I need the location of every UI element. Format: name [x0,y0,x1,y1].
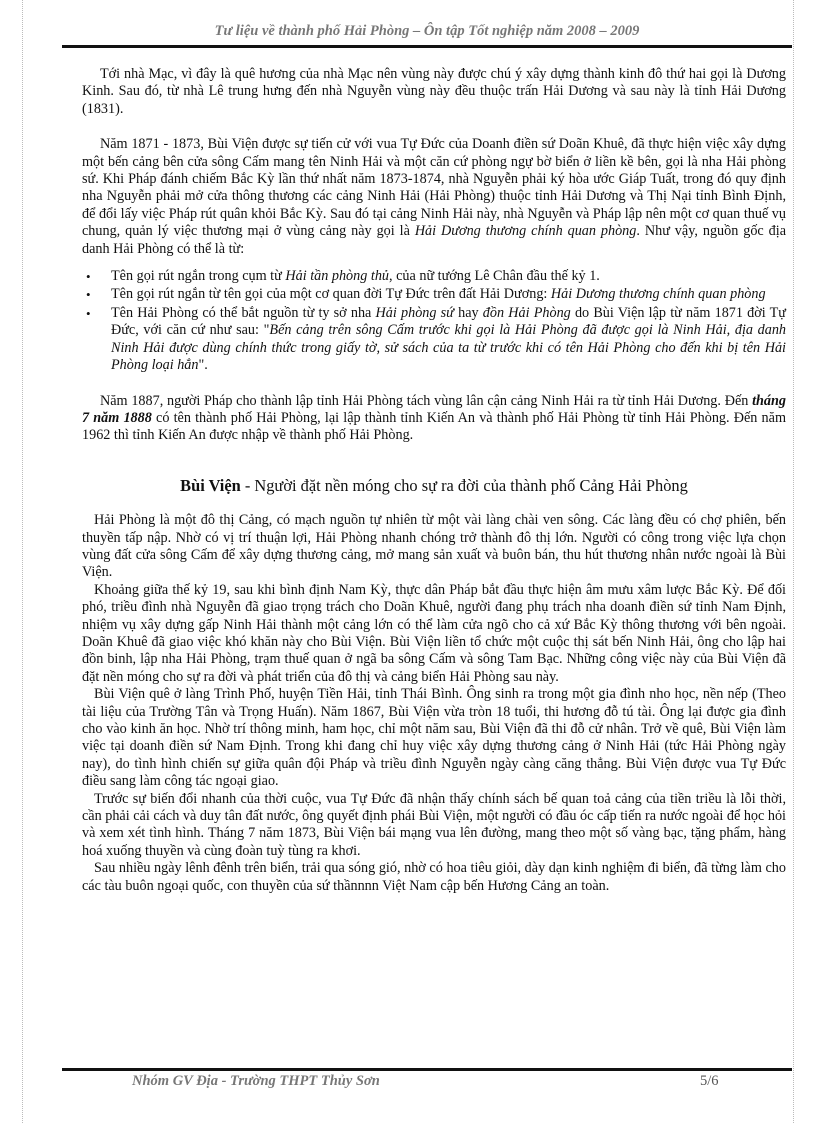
section-paragraph: Trước sự biến đổi nhanh của thời cuộc, vua Tự Đức đã nhận thấy chính sách bế quan toả cảng của tiền triều là lỗi thời, cần phải cải cách và duy tân đất nước, ông quyết định phái Bùi Viện, một người có đầu óc cấp tiến ra nước ngoài để học hỏi và xem xét tình hình. Tháng 7 năm 1873, Bùi Viện bái mạng vua lên đường, mang theo một số vàng bạc, tặng phẩm, hàng hoá xuống thuyền và cùng đoàn tuỳ tùng ra khơi. [82,790,786,859]
section-paragraph: Bùi Viện quê ở làng Trình Phố, huyện Tiền Hải, tỉnh Thái Bình. Ông sinh ra trong một gia đình nho học, nền nếp (Theo tài liệu của Trường Tân và Trọng Huấn). Năm 1867, Bùi Viện vừa tròn 18 tuổi, thi hương đỗ tú tài. Ông lại được gia đình cho vào kinh ăn học. Nhờ trí thông minh, ham học, chỉ một năm sau, Bùi Viện đã thi đỗ cử nhân. Trở về quê, Bùi Viện làm việc tại doanh điền sứ Nam Định. Trong khi đang chỉ huy việc xây dựng thương cảng ở Ninh Hải (tức Hải Phòng ngày nay), do tình hình chiến sự giữa quân đội Pháp và triều đình Nguyễn ngày càng căng thẳng. Bùi Viện được vua Tự Đức điều sang làm công tác ngoại giao. [82,686,786,790]
section-paragraph: Sau nhiều ngày lênh đênh trên biển, trải qua sóng gió, nhờ có hoa tiêu giỏi, dày dạn kinh nghiệm đi biển, đã từng làm cho các tàu buôn ngoại quốc, con thuyền của sứ thầnnnn Việt Nam cập bến Hương Cảng an toàn. [82,860,786,894]
section-paragraph: Khoảng giữa thế kỷ 19, sau khi bình định Nam Kỳ, thực dân Pháp bắt đầu thực hiện âm mưu xâm lược Bắc Kỳ. Để đối phó, triều đình nhà Nguyễn đã giao trọng trách cho Doãn Khuê, người đang phụ trách nha doanh điền sứ tỉnh Nam Định, nhiệm vụ xây dựng gấp Ninh Hải thành một cảng lớn có thể làm cửa ngõ cho cả xứ Bắc Kỳ thông thương với bên ngoài. Doãn Khuê đã giao việc khó khăn này cho Bùi Viện. Bùi Viện liền tổ chức một cuộc thị sát bến Ninh Hải, ông cho lập hai đồn binh, lập nha Hải Phòng, trạm thuế quan ở ngã ba sông Cấm và sông Tam Bạc. Những công việc này của Bùi Viện đã đặt nền móng cho sự ra đời và phát triển của đô thị và cảng biển Hải Phòng sau này. [82,581,786,685]
paragraph-founding-text-a: Năm 1887, người Pháp cho thành lập tỉnh Hải Phòng tách vùng lân cận cảng Ninh Hải ra từ tỉnh Hải Dương. Đến [100,392,753,409]
list-item-italic: Hải tần phòng thủ [285,268,390,285]
section-title [82,477,786,494]
section-paragraph: Hải Phòng là một đô thị Cảng, có mạch nguồn tự nhiên từ một vài làng chài ven sông. Các làng đều có chợ phiên, bến thuyền tấp nập. Nhờ có vị trí thuận lợi, Hải Phòng nhanh chóng trở thành đô thị lớn. Người có công trong việc lựa chọn vùng đất cửa sông Cấm để xây dựng thương cảng, mở mang sản xuất và buôn bán, thu hút thương nhân nước ngoài là Bùi Viện. [82,512,786,581]
footer-rule [62,1068,792,1071]
list-item-quote: Bến cảng trên sông Cấm trước khi gọi là Hải Phòng đã được gọi là Ninh Hải, địa danh Ninh Hải được dùng chính thức trong giấy tờ, sử sách của ta từ trước khi có tên Hải Phòng cho đến khi bị tên Hải Phòng loại hẳn [111,322,787,374]
section-title-rest: - Người đặt nền móng cho sự ra đời của thành phố Cảng Hải Phòng [240,475,688,495]
document-body [82,66,786,895]
list-item-text: , của nữ tướng Lê Chân đầu thế kỷ 1. [389,268,600,285]
list-item-text: Tên gọi rút ngắn trong cụm từ [111,268,286,285]
list-item-text: hay [453,304,483,321]
list-item [111,268,786,285]
list-item [111,305,786,375]
paragraph-founding [82,393,786,445]
page-header: Tư liệu về thành phố Hải Phòng – Ôn tập Tốt nghiệp năm 2008 – 2009 [214,23,640,39]
section-title-name: Bùi Viện [180,475,241,495]
paragraph-founding-date: tháng 7 năm 1888 [82,392,786,426]
paragraph-origin-text-a: Năm 1871 - 1873, Bùi Viện được sự tiến cử với vua Tự Đức của Doanh điền sứ Doãn Khuê, đã thực hiện việc xây dựng một bến cảng bên cửa sông Cấm mang tên Ninh Hải và một căn cứ phòng ngự bờ biển ở liền kề bên, gọi là nha Hải phòng sứ. Khi Pháp đánh chiếm Bắc Kỳ lần thứ nhất năm 1873-1874, nhà Nguyễn phải ký hòa ước Giáp Tuất, trong đó quy định nha Nguyễn phải mở cửa thông thương các cảng Ninh Hải (Hải Phòng) thuộc tỉnh Hải Dương và Thị Nại tỉnh Bình Định, để đổi lấy việc Pháp rút quân khỏi Bắc Kỳ. Sau đó tại cảng Ninh Hải này, nhà Nguyễn và Pháp lập nên một cơ quan thuế vụ chung, quản lý việc thương mại ở vùng cảng này gọi là [82,136,786,240]
paragraph-origin-italic: Hải Dương thương chính quan phòng [414,223,637,240]
list-item-text: do Bùi Viện lập từ năm 1871 đời Tự Đức, với căn cứ như sau: " [111,304,786,339]
list-item-italic: Hải phòng sứ [375,304,454,321]
list-item-italic: Hải Dương thương chính quan phòng [550,286,766,303]
paragraph-origin [82,136,786,258]
list-item-text: ". [198,357,208,374]
list-item [111,286,786,303]
footer-author: Nhóm GV Địa - Trường THPT Thủy Sơn [132,1073,380,1089]
list-item-text: Tên Hải Phòng có thể bắt nguồn từ ty sở nha [111,304,376,321]
paragraph-founding-text-b: có tên thành phố Hải Phòng, lại lập thành tỉnh Kiến An và thành phố Hải Phòng từ tỉnh Hải Phòng. Đến năm 1962 thì tỉnh Kiến An được nhập về thành phố Hải Phòng. [82,409,786,444]
paragraph-intro: Tới nhà Mạc, vì đây là quê hương của nhà Mạc nên vùng này được chú ý xây dựng thành kinh đô thứ hai gọi là Dương Kinh. Sau đó, từ nhà Lê trung hưng đến nhà Nguyễn vùng này đều thuộc trấn Hải Dương và sau này là tỉnh Hải Dương (1831). [82,66,786,117]
origin-list [82,268,786,374]
header-rule [62,45,792,48]
list-item-italic: đồn Hải Phòng [482,304,571,321]
paragraph-origin-text-b: . Như vậy, nguồn gốc địa danh Hải Phòng có thể là từ: [82,223,786,257]
page-number: 5/6 [700,1073,719,1089]
list-item-text: Tên gọi rút ngắn từ tên gọi của một cơ quan đời Tự Đức trên đất Hải Dương: [111,286,551,303]
